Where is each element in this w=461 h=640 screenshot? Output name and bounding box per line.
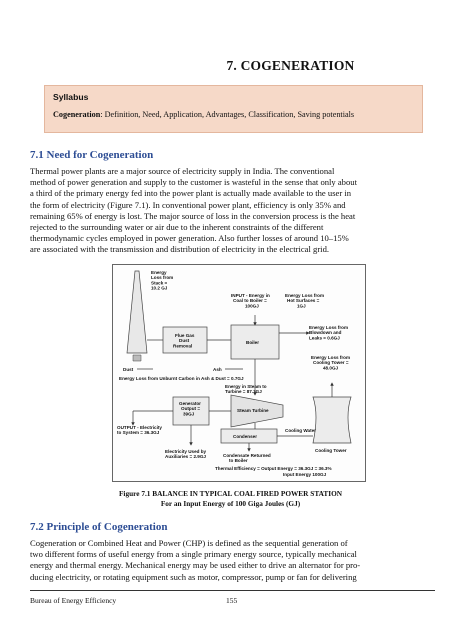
label-steam-energy: Energy in Steam to Turbine = 87.3GJ: [225, 384, 267, 395]
label-input: INPUT - Energy in Coal to Boiler = 100GJ: [231, 293, 270, 309]
section-title-principle: 7.2 Principle of Cogeneration: [30, 521, 168, 533]
label-cooling-tower: Cooling Tower: [315, 448, 347, 453]
footer-publisher: Bureau of Energy Efficiency: [30, 596, 117, 605]
label-cooling-water: Cooling Water: [285, 428, 316, 433]
label-boiler: Boiler: [246, 340, 260, 345]
label-ash: Ash: [213, 367, 222, 372]
paragraph-line: a third of the primary energy fed into the power plant is actually made available to the user in: [30, 188, 352, 199]
paragraph-line: Thermal power plants are a major source of electricity supply in India. The conventional: [30, 166, 335, 176]
label-blowdown: Energy Loss from Blowdown and Leaks = 0.6GJ: [309, 325, 349, 341]
paragraph-line: the form of electricity (Figure 7.1). In conventional power plant, efficiency is only 35% and: [30, 199, 346, 210]
paragraph-line: are associated with the transmission and distribution of electricity in the electrical grid.: [30, 244, 330, 255]
syllabus-box: [44, 85, 423, 133]
paragraph-line: remaining 65% of energy is lost. The major source of loss in the conversion process is the heat: [30, 210, 356, 221]
label-unburnt: Energy Loss from Unburnt Carbon in Ash & Dust = 0.7GJ: [119, 376, 244, 381]
footer-rule: [30, 590, 435, 591]
label-hot-surface: Energy Loss from Hot Surfaces = 1GJ: [285, 293, 325, 309]
energy-balance-figure: [112, 264, 366, 482]
syllabus-text: : Definition, Need, Application, Advantages, Classification, Saving potentials: [100, 110, 355, 119]
label-dust: Dust: [123, 367, 134, 372]
syllabus-body: [53, 110, 354, 119]
label-efficiency-top: Thermal Efficiency = Output Energy = 36.3GJ = 36.3%: [215, 466, 332, 471]
label-condensate: Condensate Returned to Boiler: [223, 453, 271, 464]
paragraph-line: Cogeneration or Combined Heat and Power (CHP) is defined as the sequential generation of: [30, 538, 348, 548]
paragraph-line: method of power generation and supply to the customer is wasteful in the sense that only about: [30, 177, 357, 188]
paragraph-line: rejected to the surrounding water or air due to the inherent constraints of the different: [30, 222, 324, 233]
section-body-principle: [30, 538, 435, 583]
label-generator: Generator Output = 39GJ: [179, 401, 201, 417]
label-output: OUTPUT - Electricity to System = 36.3GJ: [117, 425, 162, 436]
paragraph-line: energy and thermal energy. Mechanical energy may be used either to drive an alternator for pro-: [30, 560, 361, 571]
label-flue-gas: Flue Gas Dust Removal: [173, 333, 195, 349]
syllabus-label: Cogeneration: [53, 110, 101, 119]
label-stack-loss: Energy Loss from Stack = 10.2 GJ: [151, 270, 174, 291]
section-body-need: [30, 166, 435, 256]
paragraph-line: thermodynamic cycles employed in power generation. Also further losses of around 10–15%: [30, 233, 349, 244]
syllabus-heading: Syllabus: [53, 92, 89, 102]
paragraph-line: ducing electricity, or rotating equipment such as motor, compressor, pump or fan for delivering: [30, 571, 357, 582]
label-efficiency-bottom: Input Energy 100GJ: [283, 472, 327, 477]
chapter-title: 7. COGENERATION: [226, 58, 355, 73]
figure-caption-line1: Figure 7.1 BALANCE IN TYPICAL COAL FIRED POWER STATION: [118, 489, 343, 498]
page-number: 155: [226, 596, 238, 605]
stack-shape: [127, 271, 147, 353]
section-title-need: 7.1 Need for Cogeneration: [30, 149, 154, 161]
cooling-tower-shape: [313, 397, 351, 443]
figure-caption-line2: For an Input Energy of 100 Giga Joules (GJ): [160, 499, 301, 508]
energy-balance-diagram: [113, 265, 365, 481]
label-auxiliaries: Electricity Used by Auxiliaries = 2.9GJ: [165, 449, 207, 460]
label-cooling-tower-loss: Energy Loss from Cooling Tower = 48.0GJ: [311, 355, 351, 371]
label-steam-turbine: Steam Turbine: [237, 408, 269, 413]
label-condenser: Condenser: [233, 434, 257, 439]
paragraph-line: two different forms of useful energy from a single primary energy source, typically mechanical: [30, 549, 357, 560]
